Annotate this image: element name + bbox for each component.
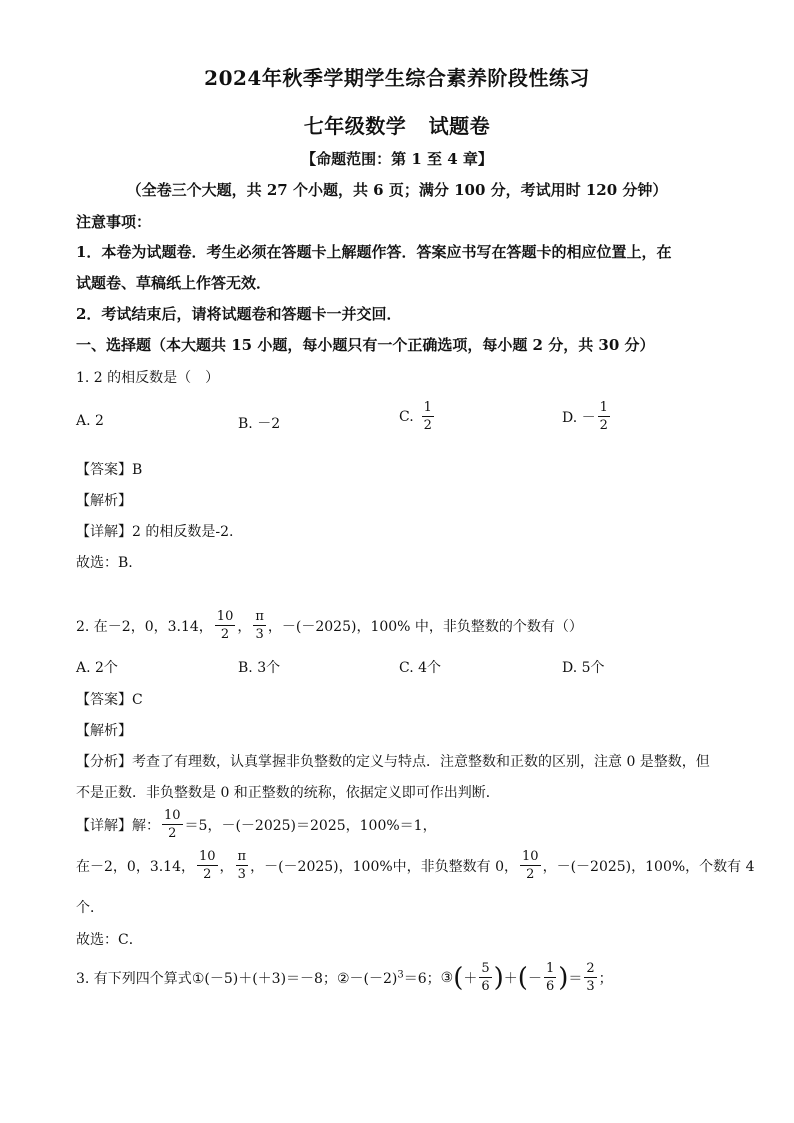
q1-option-a: A. 2 [76, 413, 104, 429]
q2-line-b-part-3: ，－(－2025)，100%，个数有 4 [542, 858, 755, 875]
frac-numerator: 1 [599, 400, 608, 415]
q1-conclusion: 故选：B. [76, 555, 133, 571]
q2-detail-rest: ＝5，－(－2025)＝2025，100%＝1， [184, 817, 437, 834]
comma: ， [219, 858, 234, 875]
frac-denominator: 6 [481, 979, 490, 994]
q2-option-c: C. 4个 [399, 660, 442, 676]
fraction-pi-over-three [253, 610, 266, 641]
frac-numerator: 1 [423, 400, 432, 415]
q2-answer: 【答案】C [76, 692, 143, 708]
frac-denominator: 3 [255, 627, 264, 642]
q1-option-c [399, 401, 436, 432]
frac-denominator: 6 [545, 979, 555, 994]
minus-sign: － [527, 970, 542, 987]
fraction-ten-over-two [520, 850, 541, 881]
fraction-pi-over-three [236, 850, 249, 881]
q2-line-b-part-2: ，－(－2025)，100%中，非负整数有 0， [250, 858, 519, 875]
notes-item-2: 2．考试结束后，请将试题卷和答题卡一并交回． [76, 305, 402, 323]
comma: ， [237, 618, 252, 635]
fraction-one-sixth [544, 962, 556, 993]
q3-expression-2 [337, 968, 441, 988]
q2-option-b: B. 3个 [238, 660, 281, 676]
q2-detail [76, 809, 437, 840]
q3-expr2-base: ②－(－2) [336, 970, 398, 987]
q2-analysis: 【解析】 [76, 723, 132, 739]
q3-expr2-result: ＝6； [403, 970, 441, 987]
fraction-ten-over-two [215, 610, 236, 641]
q1-stem: 1. 2 的相反数是（ ） [76, 370, 220, 386]
q3-stem-part-a: 3. 有下列四个算式 [76, 970, 192, 987]
q2-stem-part-a: 2. 在－2，0，3.14， [76, 618, 213, 635]
frac-denominator: 2 [423, 418, 432, 433]
q1-option-b: B. －2 [238, 416, 281, 432]
q3-expr2-exponent: 3 [397, 968, 404, 980]
q2-option-a: A. 2个 [76, 660, 118, 676]
q1-answer: 【答案】B [76, 462, 143, 478]
q3-expr3-marker: ③ [440, 969, 454, 986]
equals-sign: ＝ [568, 970, 583, 987]
frac-numerator: 10 [199, 849, 216, 864]
q1-option-d [562, 401, 612, 432]
exam-title: 2024年秋季学期学生综合素养阶段性练习 [204, 66, 590, 90]
notes-item-1: 1．本卷为试题卷．考生必须在答题卡上解题作答．答案应书写在答题卡的相应位置上，在 [76, 243, 672, 261]
frac-numerator: 10 [522, 849, 539, 864]
paren-close: ) [558, 962, 569, 993]
frac-numerator: 10 [216, 609, 234, 624]
frac-numerator: 1 [545, 961, 555, 976]
paren-close: ) [493, 962, 504, 993]
q2-detail-line-c: 个． [76, 900, 104, 916]
q2-detail-line-b [76, 850, 755, 881]
fraction-ten-over-two [197, 850, 218, 881]
semicolon: ； [598, 970, 613, 987]
q2-option-d: D. 5个 [562, 660, 605, 676]
exam-subtitle: 七年级数学 试题卷 [303, 114, 491, 138]
q3-stem [76, 962, 613, 993]
fraction-ten-over-two [162, 809, 183, 840]
fraction-two-thirds [584, 962, 596, 993]
exam-summary: （全卷三个大题，共 27 个小题，共 6 页；满分 100 分，考试用时 120 分钟） [126, 181, 668, 199]
frac-denominator: 2 [599, 418, 608, 433]
frac-denominator: 3 [586, 979, 595, 994]
frac-numerator: 2 [586, 961, 595, 976]
q3-expression-1: ①(－5)＋(＋3)＝－8； [191, 970, 337, 987]
frac-denominator: 2 [168, 826, 177, 841]
frac-denominator: 2 [203, 867, 212, 882]
q3-expression-3 [441, 962, 613, 993]
exam-scope: 【命题范围：第 1 至 4 章】 [301, 150, 493, 168]
frac-numerator: π [237, 849, 247, 864]
notes-heading: 注意事项： [76, 213, 152, 231]
q2-conclusion: 故选：C． [76, 932, 143, 948]
frac-numerator: π [255, 609, 264, 624]
frac-denominator: 3 [237, 867, 246, 882]
q1-analysis: 【解析】 [76, 493, 132, 509]
q2-stem [76, 610, 583, 641]
frac-denominator: 2 [220, 627, 230, 642]
frac-numerator: 5 [481, 961, 490, 976]
frac-numerator: 10 [164, 808, 181, 823]
q2-fenxi-line-2: 不是正数．非负整数是 0 和正整数的统称，依据定义即可作出判断． [76, 785, 500, 801]
notes-item-1-cont: 试题卷、草稿纸上作答无效． [76, 274, 272, 292]
fraction-five-sixths [479, 962, 491, 993]
q1-option-c-label: C. [399, 408, 414, 425]
plus-sign: ＋ [463, 970, 478, 987]
q1-option-d-label: D. － [562, 409, 596, 426]
section-1-heading: 一、选择题（本大题共 15 小题，每小题只有一个正确选项，每小题 2 分，共 30 分） [76, 336, 655, 354]
fraction-one-half [598, 401, 610, 432]
q2-line-b-part-1: 在－2，0，3.14， [76, 858, 195, 875]
fraction-one-half [422, 401, 434, 432]
q2-detail-label: 【详解】解： [76, 817, 160, 834]
q2-fenxi-line-1: 【分析】考查了有理数，认真掌握非负整数的定义与特点．注意整数和正数的区别，注意 0 是整数，但 [76, 754, 710, 770]
q2-stem-part-b: ，－(－2025)，100% 中，非负整数的个数有（） [267, 618, 583, 635]
frac-denominator: 2 [526, 867, 535, 882]
paren-open: ( [517, 962, 528, 993]
plus-operator: ＋ [503, 970, 518, 987]
q1-detail: 【详解】2 的相反数是-2. [76, 524, 234, 540]
paren-open: ( [453, 962, 464, 993]
